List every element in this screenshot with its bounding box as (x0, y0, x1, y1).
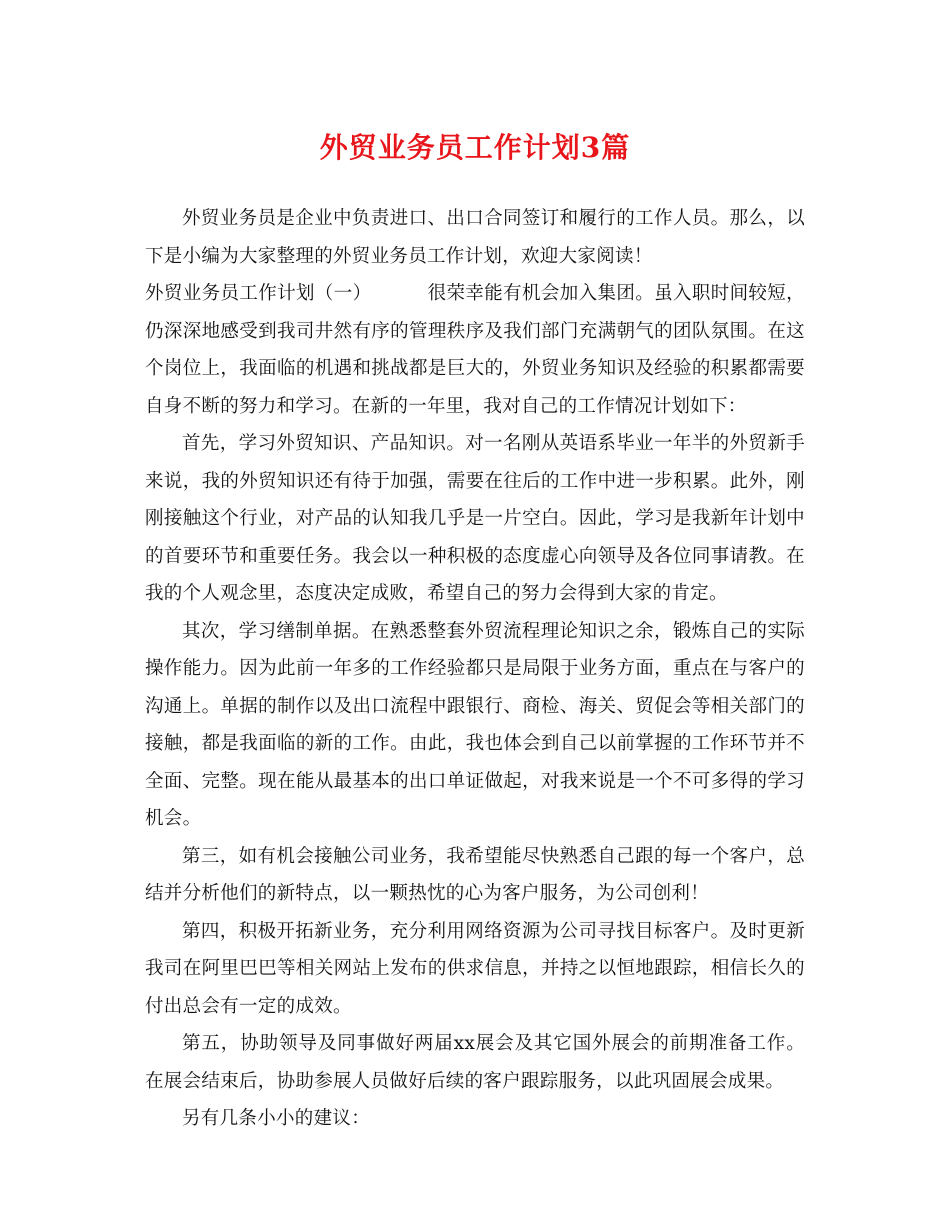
first-point-paragraph: 首先，学习外贸知识、产品知识。对一名刚从英语系毕业一年半的外贸新手来说，我的外贸知识还有待于加强，需要在往后的工作中进一步积累。此外，刚刚接触这个行业，对产品的认知我几乎是一片空白。因此，学习是我新年计划中的首要环节和重要任务。我会以一种积极的态度虚心向领导及各位同事请教。在我的个人观念里，态度决定成败，希望自己的努力会得到大家的肯定。 (145, 433, 805, 604)
section-opening: 很荣幸能有机会加入集团。虽入职时间较短，仍深深地感受到我司井然有序的管理秩序及我们部门充满朝气的团队氛围。在这个岗位上，我面临的机遇和挑战都是巨大的，外贸业务知识及经验的积累都需要自身不断的努力和学习。在新的一年里，我对自己的工作情况计划如下： (145, 283, 805, 417)
intro-paragraph: 外贸业务员是企业中负责进口、出口合同签订和履行的工作人员。那么，以下是小编为大家整理的外贸业务员工作计划，欢迎大家阅读！ (145, 208, 805, 267)
suggestions-lead-paragraph: 另有几条小小的建议： (182, 1108, 371, 1129)
section-heading: 外贸业务员工作计划（一） (145, 283, 372, 304)
section-one-paragraph (145, 275, 805, 425)
document-body (145, 200, 805, 1138)
fifth-point-paragraph: 第五，协助领导及同事做好两届xx展会及其它国外展会的前期准备工作。在展会结束后，协助参展人员做好后续的客户跟踪服务，以此巩固展会成果。 (145, 1033, 805, 1092)
document-title: 外贸业务员工作计划3篇 (319, 131, 631, 164)
third-point-paragraph: 第三，如有机会接触公司业务，我希望能尽快熟悉自己跟的每一个客户，总结并分析他们的新特点，以一颗热忱的心为客户服务，为公司创利！ (145, 845, 805, 904)
fourth-point-paragraph: 第四，积极开拓新业务，充分利用网络资源为公司寻找目标客户。及时更新我司在阿里巴巴等相关网站上发布的供求信息，并持之以恒地跟踪，相信长久的付出总会有一定的成效。 (145, 920, 805, 1017)
second-point-paragraph: 其次，学习缮制单据。在熟悉整套外贸流程理论知识之余，锻炼自己的实际操作能力。因为此前一年多的工作经验都只是局限于业务方面，重点在与客户的沟通上。单据的制作以及出口流程中跟银行、商检、海关、贸促会等相关部门的接触，都是我面临的新的工作。由此，我也体会到自己以前掌握的工作环节并不全面、完整。现在能从最基本的出口单证做起，对我来说是一个不可多得的学习机会。 (145, 620, 805, 829)
